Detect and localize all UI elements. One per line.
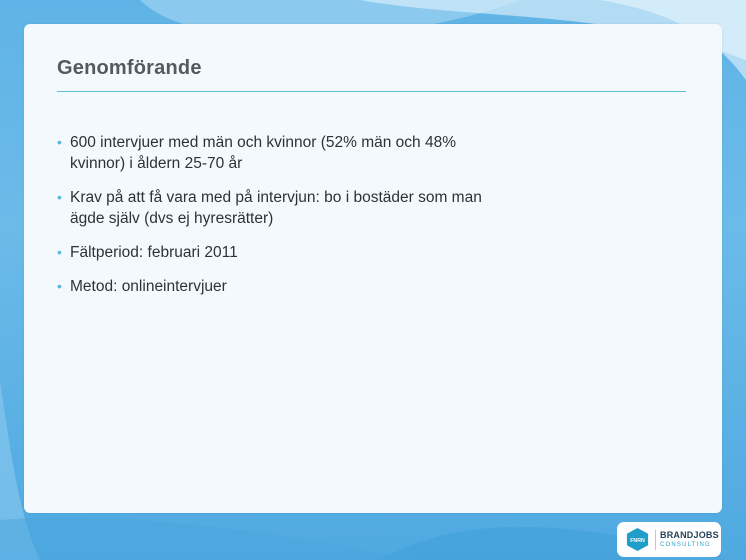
bullet-text-line: Metod: onlineintervjuer [70,278,227,295]
bullet-text-line: Krav på att få vara med på intervjun: bo i bostäder som man [70,189,482,206]
bullet-text-line: ägde själv (dvs ej hyresrätter) [70,210,274,227]
bullet-text-line: 600 intervjuer med män och kvinnor (52% män och 48% [70,134,456,151]
bullet-item [57,276,577,297]
brandjobs-logo [617,522,721,557]
logo-text [660,531,719,548]
bullet-list [57,132,577,310]
bullet-item [57,187,577,229]
bullet-dot-icon: • [57,278,62,294]
bullet-dot-icon: • [57,134,62,150]
bullet-item [57,242,577,263]
slide-card [24,24,722,513]
logo-hex-text: FNRN [630,537,645,544]
logo-word-consulting: CONSULTING [660,542,711,548]
bullet-text-line: kvinnor) i åldern 25-70 år [70,155,243,172]
bullet-item [57,132,577,174]
bullet-text-line: Fältperiod: februari 2011 [70,244,238,261]
bullet-dot-icon: • [57,189,62,205]
logo-hexagon-icon [625,527,650,552]
slide-title: Genomförande [57,57,202,79]
bullet-dot-icon: • [57,244,62,260]
logo-word-brandjobs: BRANDJOBS [660,530,719,540]
title-divider [57,91,686,92]
logo-separator [655,530,656,550]
